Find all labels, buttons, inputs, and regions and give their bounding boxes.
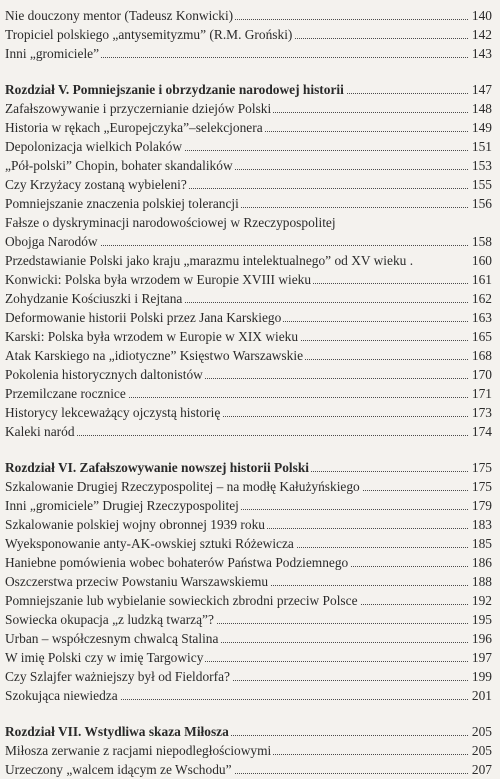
entry-page-number: 143: [469, 44, 492, 63]
entry-title: Karski: Polska była wrzodem w Europie w XIX wieku: [5, 329, 299, 344]
toc-entry: [5, 422, 492, 441]
toc-entry: [5, 270, 492, 289]
chapter-page-number: 175: [469, 458, 492, 477]
entry-title: Historycy lekceważący ojczystą historię: [5, 405, 221, 420]
entry-page-number: 163: [469, 308, 492, 327]
toc-entry: [5, 403, 492, 422]
toc-entry: [5, 534, 492, 553]
entry-title: Urban – współczesnym chwalcą Stalina: [5, 631, 219, 646]
toc-entry: [5, 327, 492, 346]
entry-title: Pomniejszanie lub wybielanie sowieckich zbrodni przeciw Polsce: [5, 593, 358, 608]
entry-title: Obojga Narodów: [5, 234, 98, 249]
toc-entry: [5, 99, 492, 118]
entry-title: Atak Karskiego na „idiotyczne” Księstwo Warszawskie: [5, 348, 304, 363]
toc-entry: [5, 553, 492, 572]
entry-page-number: 174: [469, 422, 492, 441]
entry-title: Zohydzanie Kościuszki i Rejtana: [5, 291, 183, 306]
dot-leader: [5, 435, 492, 436]
entry-title: Inni „gromiciele”: [5, 46, 100, 61]
entry-page-number: 186: [469, 553, 492, 572]
toc-section: [5, 722, 492, 779]
toc-entry: [5, 308, 492, 327]
entry-title: Depolonizacja wielkich Polaków: [5, 139, 183, 154]
entry-title: Szokująca niewiedza: [5, 688, 118, 703]
entry-title: Haniebne pomówienia wobec bohaterów Państwa Podziemnego: [5, 555, 349, 570]
entry-title: Przemilczane rocznice: [5, 386, 126, 401]
toc-section: [5, 6, 492, 63]
entry-title: Pomniejszanie znaczenia polskiej tolerancji: [5, 196, 239, 211]
chapter-page-number: 205: [469, 722, 492, 741]
entry-page-number: 151: [469, 137, 492, 156]
entry-page-number: 179: [469, 496, 492, 515]
toc-entry: [5, 6, 492, 25]
chapter-page-number: 147: [469, 80, 492, 99]
entry-page-number: 160: [469, 251, 492, 270]
entry-title: Historia w rękach „Europejczyka”–selekcjonera: [5, 120, 263, 135]
entry-page-number: 148: [469, 99, 492, 118]
entry-title: Czy Szlajfer ważniejszy był od Fieldorfa?: [5, 669, 230, 684]
toc-section: [5, 458, 492, 705]
entry-page-number: 158: [469, 232, 492, 251]
entry-title: Przedstawianie Polski jako kraju „marazmu intelektualnego” od XV wieku .: [5, 253, 414, 268]
entry-title: Oszczerstwa przeciw Powstaniu Warszawskiemu: [5, 574, 269, 589]
toc-entry: [5, 118, 492, 137]
toc-entry: [5, 648, 492, 667]
entry-page-number: 173: [469, 403, 492, 422]
entry-page-number: 197: [469, 648, 492, 667]
entry-page-number: 192: [469, 591, 492, 610]
toc-entry: [5, 251, 492, 270]
toc-section: [5, 80, 492, 441]
entry-page-number: 196: [469, 629, 492, 648]
entry-title: Deformowanie historii Polski przez Jana Karskiego: [5, 310, 282, 325]
toc-entry: [5, 232, 492, 251]
toc-entry: [5, 477, 492, 496]
entry-title: Inni „gromiciele” Drugiej Rzeczypospolitej: [5, 498, 239, 513]
toc-entry: [5, 175, 492, 194]
chapter-heading: [5, 80, 492, 99]
entry-page-number: 155: [469, 175, 492, 194]
entry-page-number: 195: [469, 610, 492, 629]
entry-page-number: 201: [469, 686, 492, 705]
entry-title: Sowiecka okupacja „z ludzką twarzą”?: [5, 612, 214, 627]
toc-entry: [5, 384, 492, 403]
entry-title: Miłosza zerwanie z racjami niepodległościowymi: [5, 743, 272, 758]
entry-page-number: 168: [469, 346, 492, 365]
toc-entry: [5, 629, 492, 648]
entry-title: Urzeczony „walcem idącym ze Wschodu”: [5, 762, 232, 777]
entry-page-number: 156: [469, 194, 492, 213]
entry-page-number: 161: [469, 270, 492, 289]
entry-page-number: 171: [469, 384, 492, 403]
entry-title: Szkalowanie Drugiej Rzeczypospolitej – na modłę Kałużyńskiego: [5, 479, 360, 494]
entry-page-number: 185: [469, 534, 492, 553]
toc-entry: [5, 137, 492, 156]
chapter-title: Rozdział VII. Wstydliwa skaza Miłosza: [5, 724, 229, 739]
entry-title: Nie douczony mentor (Tadeusz Konwicki): [5, 8, 234, 23]
toc-entry: [5, 346, 492, 365]
toc-entry: [5, 25, 492, 44]
toc-entry: [5, 365, 492, 384]
entry-page-number: 165: [469, 327, 492, 346]
entry-title: Wyeksponowanie anty-AK-owskiej sztuki Różewicza: [5, 536, 294, 551]
toc-entry: [5, 572, 492, 591]
entry-title: „Pół-polski” Chopin, bohater skandalików: [5, 158, 233, 173]
toc-entry: [5, 741, 492, 760]
entry-page-number: 149: [469, 118, 492, 137]
toc-entry: [5, 289, 492, 308]
toc-entry: [5, 515, 492, 534]
entry-page-number: 199: [469, 667, 492, 686]
entry-page-number: 205: [469, 741, 492, 760]
entry-page-number: 153: [469, 156, 492, 175]
entry-title: Pokolenia historycznych daltonistów: [5, 367, 203, 382]
entry-title: Kaleki naród: [5, 424, 75, 439]
entry-title: Czy Krzyżacy zostaną wybieleni?: [5, 177, 187, 192]
toc-entry: [5, 496, 492, 515]
entry-page-number: 162: [469, 289, 492, 308]
toc-entry: [5, 760, 492, 779]
toc-entry: [5, 156, 492, 175]
toc-entry: [5, 686, 492, 705]
entry-page-number: 207: [469, 760, 492, 779]
entry-page-number: 140: [469, 6, 492, 25]
entry-title: Szkalowanie polskiej wojny obronnej 1939 roku: [5, 517, 265, 532]
chapter-title: Rozdział V. Pomniejszanie i obrzydzanie narodowej historii: [5, 82, 344, 97]
entry-title: Tropiciel polskiego „antysemityzmu” (R.M. Groński): [5, 27, 293, 42]
toc-entry: [5, 610, 492, 629]
entry-title: Zafałszowywanie i przyczernianie dziejów Polski: [5, 101, 272, 116]
entry-page-number: 183: [469, 515, 492, 534]
entry-page-number: 170: [469, 365, 492, 384]
entry-title: W imię Polski czy w imię Targowicy: [5, 650, 204, 665]
entry-title: Fałsze o dyskryminacji narodowościowej w Rzeczypospolitej: [5, 215, 336, 230]
chapter-heading: [5, 722, 492, 741]
entry-page-number: 175: [469, 477, 492, 496]
chapter-heading: [5, 458, 492, 477]
toc-entry: [5, 44, 492, 63]
toc-entry: [5, 591, 492, 610]
chapter-title: Rozdział VI. Zafałszowywanie nowszej historii Polski: [5, 460, 310, 475]
toc-entry: [5, 213, 492, 232]
entry-page-number: 188: [469, 572, 492, 591]
entry-title: Konwicki: Polska była wrzodem w Europie XVIII wieku: [5, 272, 312, 287]
entry-page-number: 142: [469, 25, 492, 44]
toc-entry: [5, 194, 492, 213]
toc-entry: [5, 667, 492, 686]
